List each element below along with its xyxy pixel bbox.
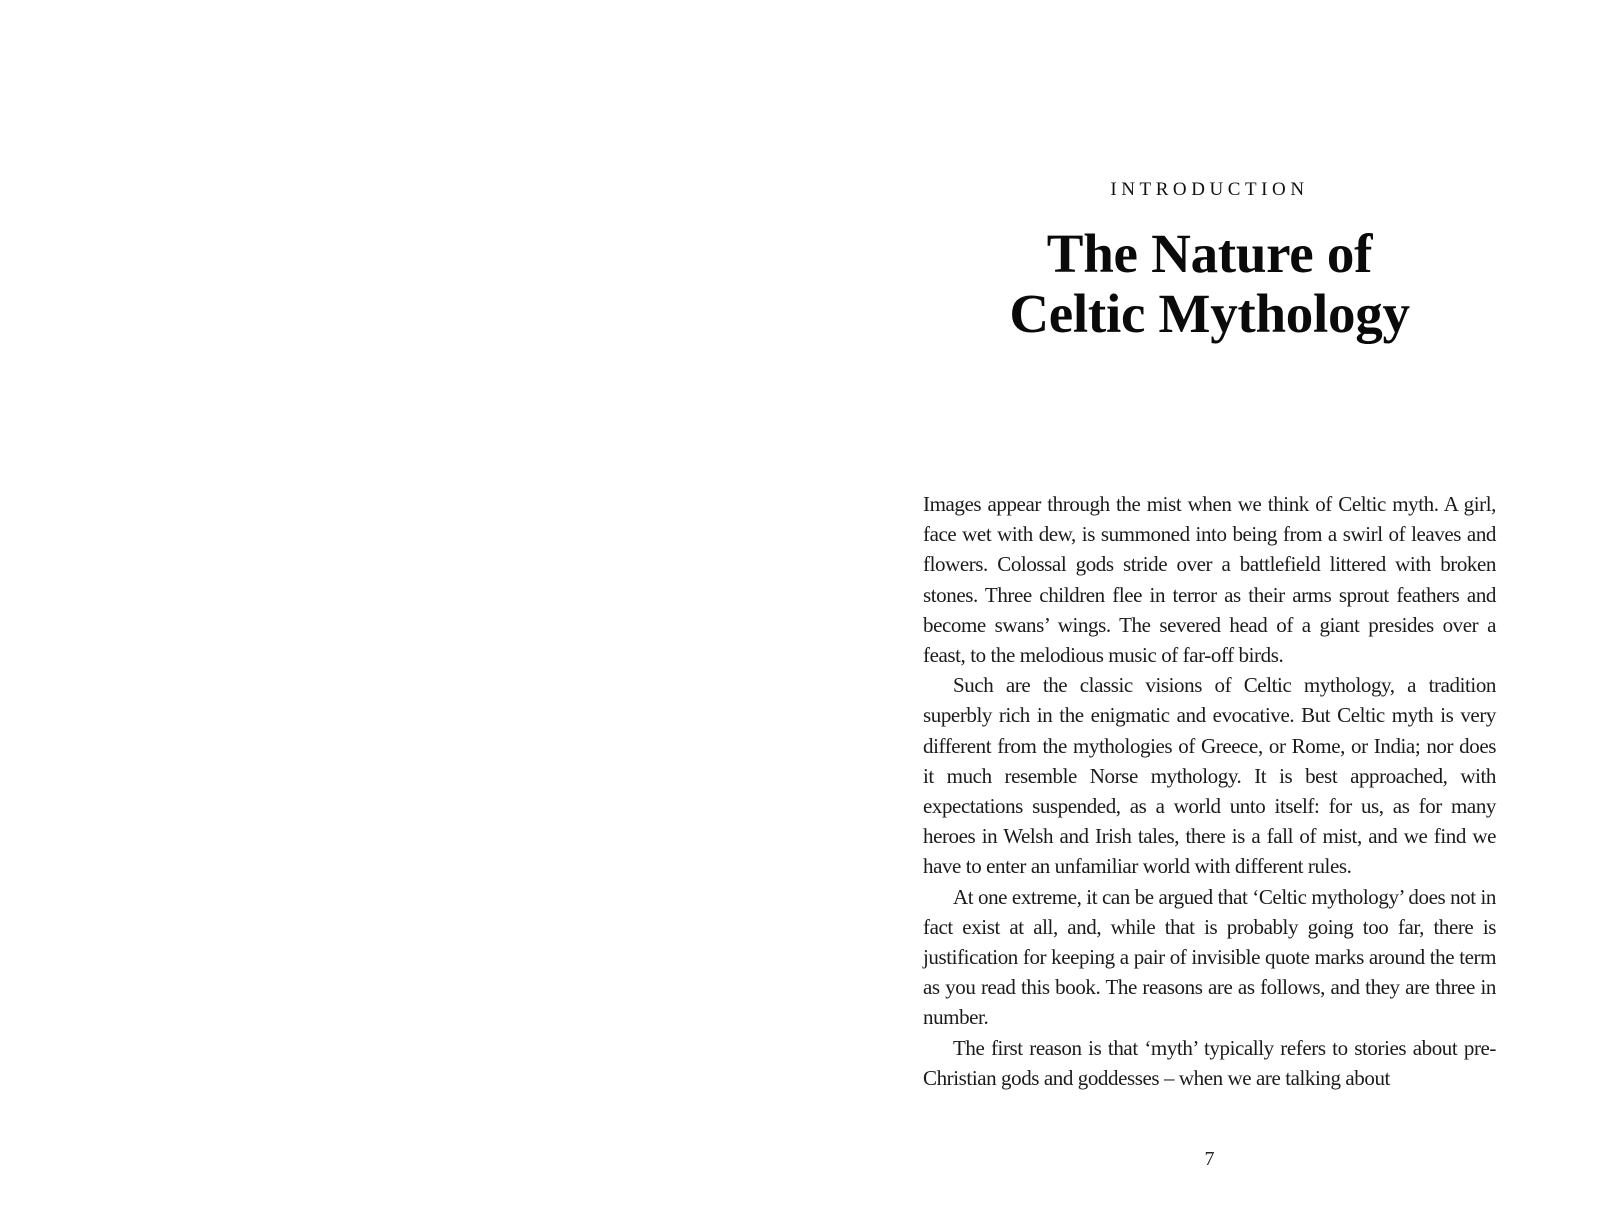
chapter-title [883, 224, 1536, 344]
chapter-kicker: INTRODUCTION [1110, 179, 1309, 200]
body-paragraph: Images appear through the mist when we think of Celtic myth. A girl, face wet with dew, is summoned into being from a swirl of leaves and flowers. Colossal gods stride over a battlefield littered with broken stones. Three children flee in terror as their arms sprout feathers and become swans’ wings. The severed head of a giant presides over a feast, to the melodious music of far-off birds. [923, 492, 1496, 668]
text-column [923, 0, 1496, 1224]
chapter-title-line1: The Nature of [1046, 223, 1373, 284]
body-paragraph: Such are the classic visions of Celtic mythology, a tradition superbly rich in the enigmatic and evocative. But Celtic myth is very different from the mythologies of Greece, or Rome, or India; nor does it much resemble Norse mythology. It is best approached, with expectations suspended, as a world unto itself: for us, as for many heroes in Welsh and Irish tales, there is a fall of mist, and we find we have to enter an unfamiliar world with different rules. [923, 673, 1496, 879]
chapter-title-line2: Celtic Mythology [1009, 283, 1410, 344]
body-paragraph: The first reason is that ‘myth’ typically refers to stories about pre-Christian gods and goddesses – when we are talking about [923, 1035, 1496, 1090]
body-paragraph: At one extreme, it can be argued that ‘Celtic mythology’ does not in fact exist at all, and, while that is probably going too far, there is justification for keeping a pair of invisible quote marks around the term as you read this book. The reasons are as follows, and they are three in number. [923, 884, 1496, 1030]
body-text [923, 489, 1496, 1093]
right-page [800, 0, 1600, 1224]
page-number: 7 [1204, 1148, 1215, 1170]
